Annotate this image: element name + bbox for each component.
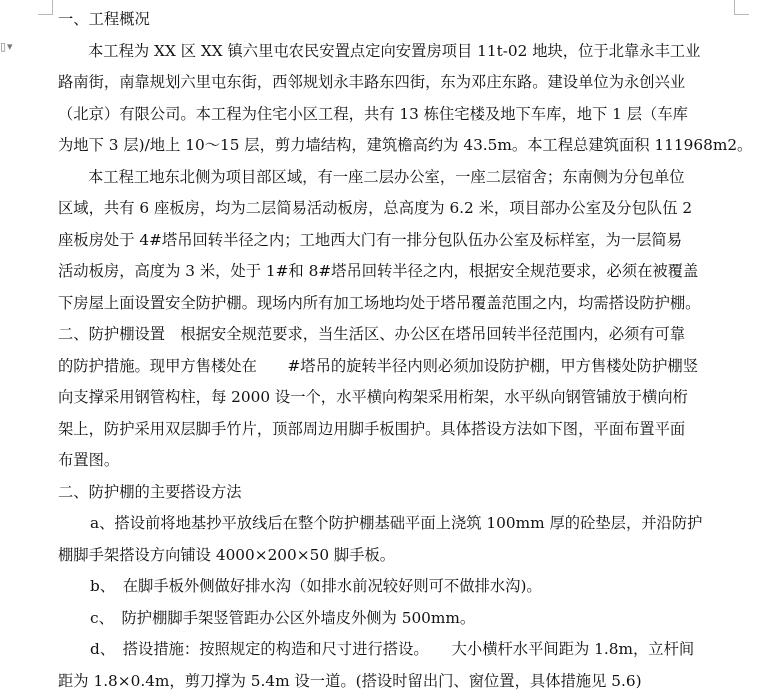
paragraph-line: 距为 1.8×0.4m，剪刀撑为 5.4m 设一道。(搭设时留出门、窗位置，具体措施见 5.6) [58,666,720,697]
paragraph-line: 活动板房，高度为 3 米，处于 1#和 8#塔吊回转半径之内，根据安全规范要求，必须在被覆盖 [58,256,720,288]
paragraph-line: 座板房处于 4#塔吊回转半径之内；工地西大门有一排分包队伍办公室及标样室，为一层简易 [58,225,720,257]
paragraph-line: （北京）有限公司。本工程为住宅小区工程，共有 13 栋住宅楼及地下车库，地下 1 层（车库 [58,99,720,131]
paragraph-line: 布置图。 [58,445,720,477]
paragraph-line: 本工程为 XX 区 XX 镇六里屯农民安置点定向安置房项目 11t-02 地块，位于北靠永丰工业 [58,36,720,68]
document-page [58,4,720,697]
section-heading-overview: 一、工程概况 [58,4,720,36]
list-item-d: d、 搭设措施：按照规定的构造和尺寸进行搭设。 大小横杆水平间距为 1.8m，立杆间 [58,634,720,666]
paragraph-line: 的防护措施。现甲方售楼处在 #塔吊的旋转半径内则必须加设防护棚，甲方售楼处防护棚竖 [58,351,720,383]
paragraph-line: 向支撑采用钢管构柱，每 2000 设一个，水平横向构架采用桁架，水平纵向钢管铺放于横向桁 [58,382,720,414]
page-corner-mark-left [38,0,53,15]
document-outline-icon[interactable]: ▯▾ [0,40,14,53]
paragraph-line: 为地下 3 层)/地上 10～15 层，剪力墙结构，建筑檐高约为 43.5m。本工程总建筑面积 111968m2。 [58,130,720,162]
paragraph-line: 本工程工地东北侧为项目部区域，有一座二层办公室，一座二层宿舍；东南侧为分包单位 [58,162,720,194]
list-item-b: b、 在脚手板外侧做好排水沟（如排水前况较好则可不做排水沟)。 [58,571,720,603]
paragraph-line: 区域，共有 6 座板房，均为二层简易活动板房，总高度为 6.2 米，项目部办公室及分包队伍 2 [58,193,720,225]
section-heading-shed-setup: 二、防护棚设置 根据安全规范要求，当生活区、办公区在塔吊回转半径范围内，必须有可靠 [58,319,720,351]
paragraph-line: 棚脚手架搭设方向铺设 4000×200×50 脚手板。 [58,540,720,572]
page-corner-mark-right [734,0,749,15]
paragraph-line: 路南街，南靠规划六里屯东街，西邻规划永丰路东四街，东为邓庄东路。建设单位为永创兴业 [58,67,720,99]
paragraph-line: 下房屋上面设置安全防护棚。现场内所有加工场地均处于塔吊覆盖范围之内，均需搭设防护棚。 [58,288,720,320]
section-heading-construction-method: 二、防护棚的主要搭设方法 [58,477,720,509]
paragraph-line: 架上，防护采用双层脚手竹片，顶部周边用脚手板围护。具体搭设方法如下图，平面布置平面 [58,414,720,446]
list-item-a: a、搭设前将地基抄平放线后在整个防护棚基础平面上浇筑 100mm 厚的砼垫层，并沿防护 [58,508,720,540]
list-item-c: c、 防护棚脚手架竖管距办公区外墙皮外侧为 500mm。 [58,603,720,635]
